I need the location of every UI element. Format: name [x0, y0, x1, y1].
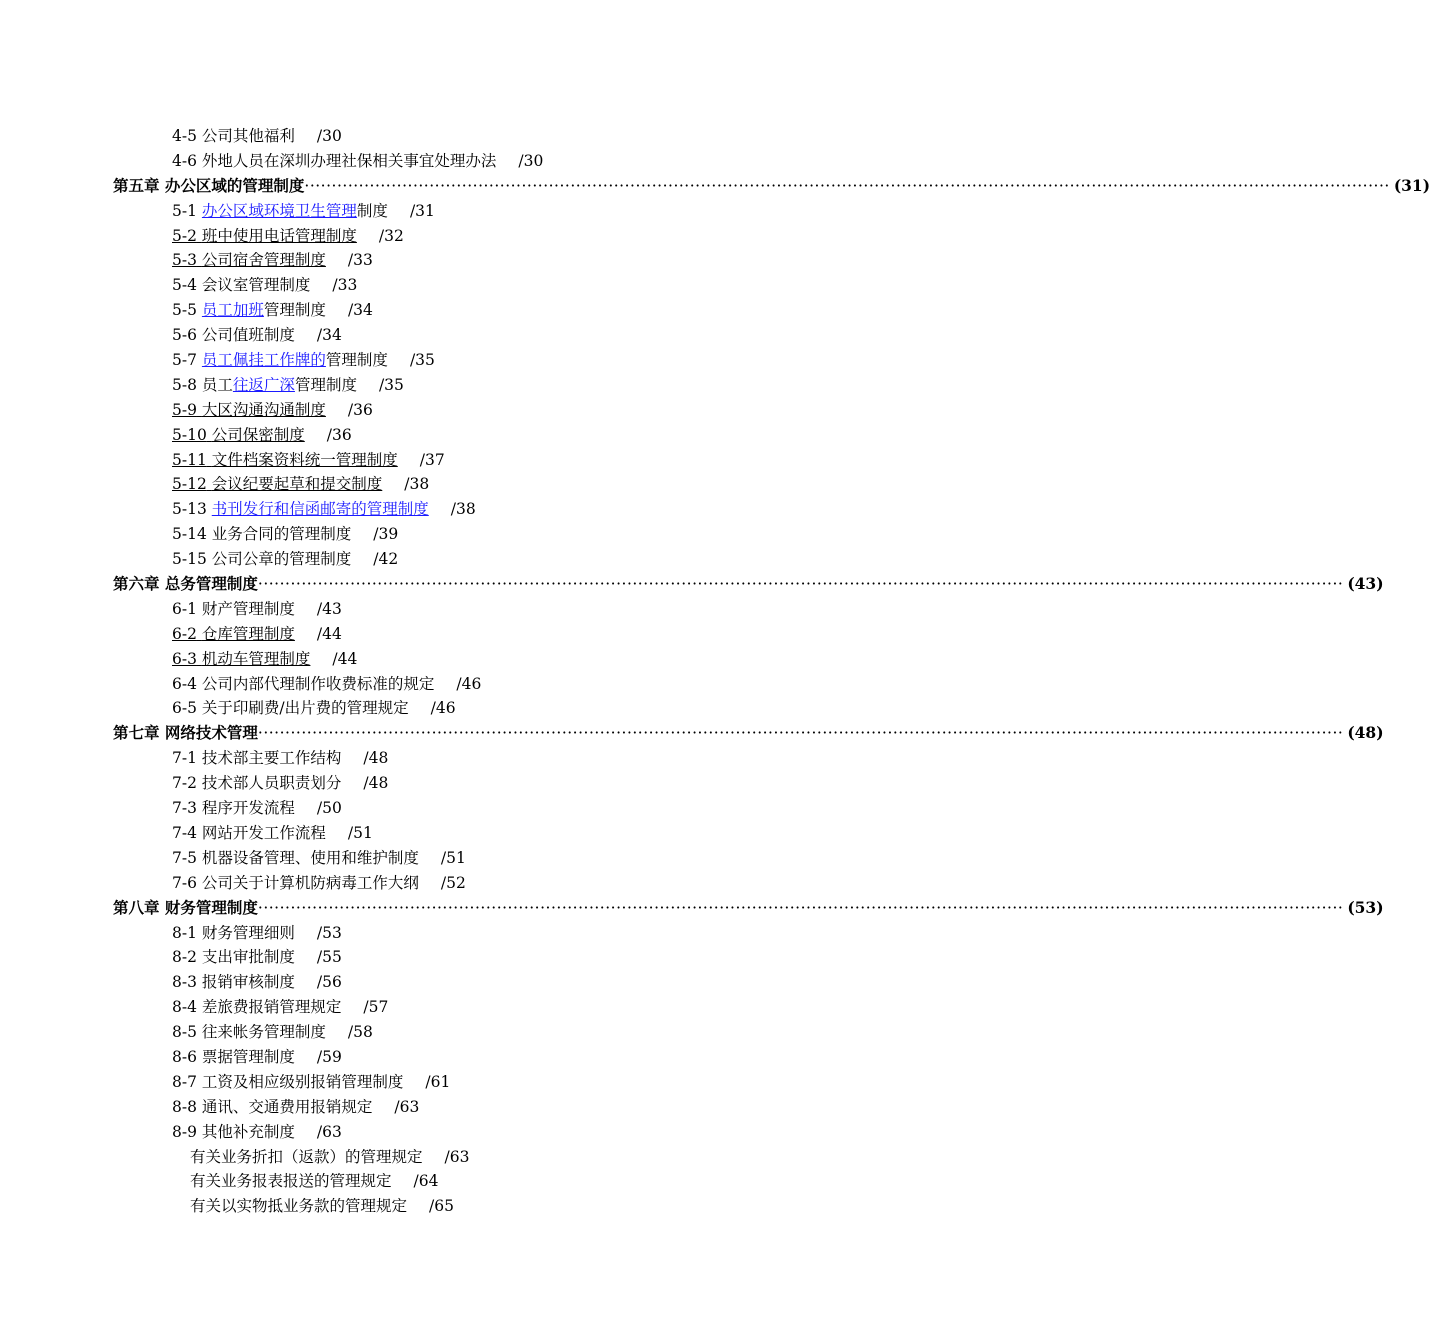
toc-entry[interactable]: [0, 348, 950, 373]
entry-page-number: /30: [518, 151, 544, 170]
toc-entry[interactable]: [0, 224, 950, 249]
entry-title-suffix: 管理制度: [263, 301, 326, 320]
entry-text: [172, 326, 295, 344]
entry-text: [172, 948, 295, 966]
entry-page-number: /48: [363, 774, 389, 793]
toc-entry[interactable]: [0, 796, 950, 821]
entry-text: [172, 1123, 295, 1141]
entry-text: [172, 799, 295, 817]
entry-number: 6-1: [172, 599, 197, 618]
entry-text: [172, 749, 341, 767]
entry-title: 公司公章的管理制度: [211, 550, 352, 569]
entry-number: 4-5: [172, 127, 197, 145]
entry-page-number: /38: [404, 475, 430, 494]
toc-entry[interactable]: [0, 547, 950, 572]
dot-leader: ········································································································································································································: [257, 898, 1344, 917]
entry-number: 5-12: [172, 475, 207, 494]
entry-title: 差旅费报销管理规定: [201, 998, 342, 1017]
toc-entry[interactable]: [0, 1120, 950, 1145]
toc-entry[interactable]: [0, 1020, 950, 1045]
entry-number: 5-14: [172, 525, 207, 544]
entry-title: 公司内部代理制作收费标准的规定: [201, 674, 435, 693]
entry-title: 技术部主要工作结构: [201, 749, 342, 768]
toc-entry[interactable]: [0, 622, 950, 647]
dot-leader: ········································································································································································································: [257, 575, 1344, 594]
entry-number: 6-4: [172, 674, 197, 693]
entry-text: [172, 351, 388, 369]
entry-title-prefix: 员工: [201, 375, 233, 394]
chapter-heading[interactable]: [0, 896, 1384, 921]
entry-number: 5-15: [172, 550, 207, 569]
entry-text: [172, 1073, 403, 1091]
toc-entry[interactable]: [0, 522, 950, 547]
entry-page-number: /63: [444, 1147, 470, 1166]
entry-text: [172, 376, 357, 394]
chapter-heading[interactable]: [0, 174, 1430, 199]
entry-page-number: /30: [316, 127, 342, 145]
entry-page-number: /31: [409, 201, 435, 220]
entry-page-number: /64: [413, 1172, 439, 1191]
entry-number: 5-6: [172, 326, 197, 345]
entry-number: 7-5: [172, 848, 197, 867]
entry-title: 公司值班制度: [201, 326, 295, 345]
entry-hyperlink[interactable]: 办公区域环境卫生管理: [201, 201, 357, 220]
entry-number: 7-6: [172, 873, 197, 892]
toc-entry[interactable]: [0, 423, 950, 448]
entry-title: 往来帐务管理制度: [201, 1023, 326, 1042]
entry-page-number: /57: [363, 998, 389, 1017]
entry-title: 关于印刷费/出片费的管理规定: [201, 699, 409, 718]
entry-title: 公司宿舍管理制度: [201, 251, 326, 270]
entry-text: [172, 675, 434, 693]
entry-title: 班中使用电话管理制度: [201, 226, 357, 245]
entry-text: [172, 774, 341, 792]
toc-entry[interactable]: [0, 696, 950, 721]
entry-title-suffix: 制度: [356, 201, 388, 220]
entry-number: 5-10: [172, 425, 207, 444]
entry-page-number: /44: [332, 649, 358, 668]
entry-page-number: /50: [316, 799, 342, 818]
entry-title: 支出审批制度: [201, 948, 295, 967]
chapter-heading[interactable]: [0, 721, 1384, 746]
entry-page-number: /35: [378, 375, 404, 394]
toc-entry[interactable]: [0, 124, 950, 149]
entry-number: 5-13: [172, 500, 207, 519]
chapter-page-number: (48): [1347, 723, 1384, 743]
entry-number: 8-8: [172, 1097, 197, 1116]
entry-page-number: /56: [316, 973, 342, 992]
toc-entry[interactable]: [0, 1095, 950, 1120]
entry-text: [172, 550, 351, 568]
entry-text: [172, 1023, 326, 1041]
toc-entry[interactable]: [0, 497, 950, 522]
entry-text: [172, 301, 326, 319]
entry-page-number: /32: [378, 226, 404, 245]
entry-page-number: /33: [332, 276, 358, 295]
entry-text: [172, 500, 429, 518]
entry-number: 5-11: [172, 450, 207, 469]
entry-page-number: /51: [440, 848, 466, 867]
entry-page-number: /38: [450, 500, 476, 519]
entry-page-number: /34: [347, 301, 373, 320]
entry-page-number: /63: [316, 1122, 342, 1141]
entry-page-number: /33: [347, 251, 373, 270]
entry-page-number: /51: [347, 823, 373, 842]
chapter-page-number: (43): [1347, 574, 1384, 594]
entry-number: 6-3: [172, 649, 197, 668]
entry-page-number: /34: [316, 326, 342, 345]
toc-entry[interactable]: [0, 970, 950, 995]
toc-entry[interactable]: [0, 273, 950, 298]
entry-number: 7-4: [172, 823, 197, 842]
entry-title-suffix: 管理制度: [294, 375, 357, 394]
toc-entry[interactable]: [0, 821, 950, 846]
entry-number: 8-2: [172, 948, 197, 967]
entry-title: 大区沟通沟通制度: [201, 400, 326, 419]
entry-text: [172, 475, 382, 493]
dot-leader: ········································································································································································································: [304, 176, 1390, 195]
entry-title: 公司保密制度: [211, 425, 305, 444]
entry-title: 会议室管理制度: [201, 276, 311, 295]
entry-page-number: /46: [430, 699, 456, 718]
toc-subentry[interactable]: [0, 1169, 950, 1194]
entry-text: [172, 824, 326, 842]
toc-entry[interactable]: [0, 995, 950, 1020]
chapter-title: 第八章 财务管理制度: [113, 897, 258, 917]
entry-title: 技术部人员职责划分: [201, 774, 342, 793]
toc-entry[interactable]: [0, 871, 950, 896]
chapter-title: 第七章 网络技术管理: [113, 723, 258, 743]
entry-text: [172, 152, 496, 170]
entry-title: 其他补充制度: [201, 1122, 295, 1141]
entry-page-number: /39: [373, 525, 399, 544]
entry-number: 8-5: [172, 1023, 197, 1042]
entry-text: [172, 1048, 295, 1066]
entry-text: [172, 127, 295, 145]
entry-text: [172, 973, 295, 991]
entry-page-number: /43: [316, 599, 342, 618]
entry-title: 外地人员在深圳办理社保相关事宜处理办法: [201, 151, 497, 170]
entry-page-number: /63: [394, 1097, 420, 1116]
toc-entry[interactable]: [0, 846, 950, 871]
toc-subentry[interactable]: [0, 1194, 950, 1219]
toc-entry[interactable]: [0, 921, 950, 946]
entry-number: 5-4: [172, 276, 197, 295]
entry-page-number: /59: [316, 1047, 342, 1066]
entry-number: 5-1: [172, 201, 197, 220]
entry-number: 5-9: [172, 400, 197, 419]
entry-title: 业务合同的管理制度: [211, 525, 352, 544]
entry-title: 公司关于计算机防病毒工作大纲: [201, 873, 419, 892]
toc-entry[interactable]: [0, 945, 950, 970]
entry-text: [172, 650, 310, 668]
entry-title: 财务管理细则: [201, 923, 295, 942]
entry-hyperlink[interactable]: 员工加班: [201, 301, 264, 320]
entry-text: [172, 699, 409, 717]
entry-title: 工资及相应级别报销管理制度: [201, 1072, 404, 1091]
entry-text: [172, 401, 326, 419]
entry-page-number: /53: [316, 923, 342, 942]
entry-text: [172, 276, 310, 294]
entry-text: [172, 426, 305, 444]
toc-entry[interactable]: [0, 199, 950, 224]
entry-text: [172, 625, 295, 643]
entry-text: [172, 525, 351, 543]
toc-entry[interactable]: [0, 1070, 950, 1095]
entry-page-number: /37: [419, 450, 445, 469]
entry-title: 公司其他福利: [201, 127, 295, 145]
entry-title: 财产管理制度: [201, 599, 295, 618]
chapter-page-number: (31): [1393, 175, 1430, 195]
entry-title: 程序开发流程: [201, 799, 295, 818]
entry-number: 5-3: [172, 251, 197, 270]
entry-page-number: /35: [409, 351, 435, 370]
entry-text: [190, 1172, 392, 1190]
entry-number: 6-2: [172, 624, 197, 643]
entry-page-number: /48: [363, 749, 389, 768]
chapter-heading[interactable]: [0, 572, 1384, 597]
toc-entry[interactable]: [0, 672, 950, 697]
entry-page-number: /55: [316, 948, 342, 967]
entry-text: [172, 451, 398, 469]
entry-title: 有关业务折扣（返款）的管理规定: [190, 1147, 423, 1166]
entry-title: 网站开发工作流程: [201, 823, 326, 842]
entry-text: [172, 251, 326, 269]
toc-entry[interactable]: [0, 448, 950, 473]
toc-subentry[interactable]: [0, 1145, 950, 1170]
entry-title: 票据管理制度: [201, 1047, 295, 1066]
entry-page-number: /36: [326, 425, 352, 444]
toc-entry[interactable]: [0, 298, 950, 323]
entry-page-number: /52: [440, 873, 466, 892]
entry-text: [172, 202, 388, 220]
toc-entry[interactable]: [0, 398, 950, 423]
entry-title: 有关以实物抵业务款的管理规定: [190, 1197, 408, 1216]
toc-entry[interactable]: [0, 373, 950, 398]
toc-entry[interactable]: [0, 647, 950, 672]
entry-number: 5-7: [172, 351, 197, 370]
entry-page-number: /42: [373, 550, 399, 569]
entry-title: 机动车管理制度: [201, 649, 311, 668]
entry-text: [190, 1197, 407, 1215]
toc-entry[interactable]: [0, 323, 950, 348]
toc-entry[interactable]: [0, 771, 950, 796]
entry-page-number: /58: [347, 1023, 373, 1042]
entry-text: [172, 998, 341, 1016]
toc-entry[interactable]: [0, 746, 950, 771]
entry-page-number: /44: [316, 624, 342, 643]
chapter-title: 第五章 办公区域的管理制度: [113, 175, 305, 195]
entry-text: [172, 874, 419, 892]
entry-text: [172, 227, 357, 245]
entry-text: [172, 924, 295, 942]
entry-title: 报销审核制度: [201, 973, 295, 992]
entry-number: 8-4: [172, 998, 197, 1017]
entry-title: 通讯、交通费用报销规定: [201, 1097, 373, 1116]
entry-title: 机器设备管理、使用和维护制度: [201, 848, 419, 867]
entry-number: 8-1: [172, 923, 197, 942]
entry-text: [172, 1098, 372, 1116]
entry-title: 会议纪要起草和提交制度: [211, 475, 383, 494]
toc-entry[interactable]: [0, 597, 950, 622]
entry-title: 有关业务报表报送的管理规定: [190, 1172, 392, 1191]
entry-title: 仓库管理制度: [201, 624, 295, 643]
entry-text: [172, 600, 295, 618]
entry-page-number: /36: [347, 400, 373, 419]
dot-leader: ········································································································································································································: [257, 724, 1344, 743]
toc-entry[interactable]: [0, 1045, 950, 1070]
entry-number: 4-6: [172, 151, 197, 170]
entry-page-number: /46: [456, 674, 482, 693]
toc-entry[interactable]: [0, 149, 950, 174]
entry-number: 8-3: [172, 973, 197, 992]
entry-number: 8-9: [172, 1122, 197, 1141]
entry-title-suffix: 管理制度: [325, 351, 388, 370]
entry-text: [172, 849, 419, 867]
entry-number: 5-5: [172, 301, 197, 320]
entry-number: 7-2: [172, 774, 197, 793]
entry-hyperlink[interactable]: 往返广深: [232, 375, 295, 394]
chapter-title: 第六章 总务管理制度: [113, 574, 258, 594]
entry-page-number: /65: [429, 1197, 454, 1216]
entry-number: 7-1: [172, 749, 197, 768]
entry-page-number: /61: [425, 1072, 451, 1091]
table-of-contents: [0, 124, 1430, 1219]
toc-entry[interactable]: [0, 472, 950, 497]
entry-number: 7-3: [172, 799, 197, 818]
entry-hyperlink[interactable]: 员工佩挂工作牌的: [201, 351, 326, 370]
entry-title: 文件档案资料统一管理制度: [211, 450, 398, 469]
entry-hyperlink[interactable]: 书刊发行和信函邮寄的管理制度: [211, 500, 429, 519]
entry-text: [190, 1148, 423, 1166]
entry-number: 8-6: [172, 1047, 197, 1066]
entry-number: 5-2: [172, 226, 197, 245]
entry-number: 5-8: [172, 375, 197, 394]
entry-number: 8-7: [172, 1072, 197, 1091]
entry-number: 6-5: [172, 699, 197, 718]
toc-entry[interactable]: [0, 248, 950, 273]
chapter-page-number: (53): [1347, 897, 1384, 917]
